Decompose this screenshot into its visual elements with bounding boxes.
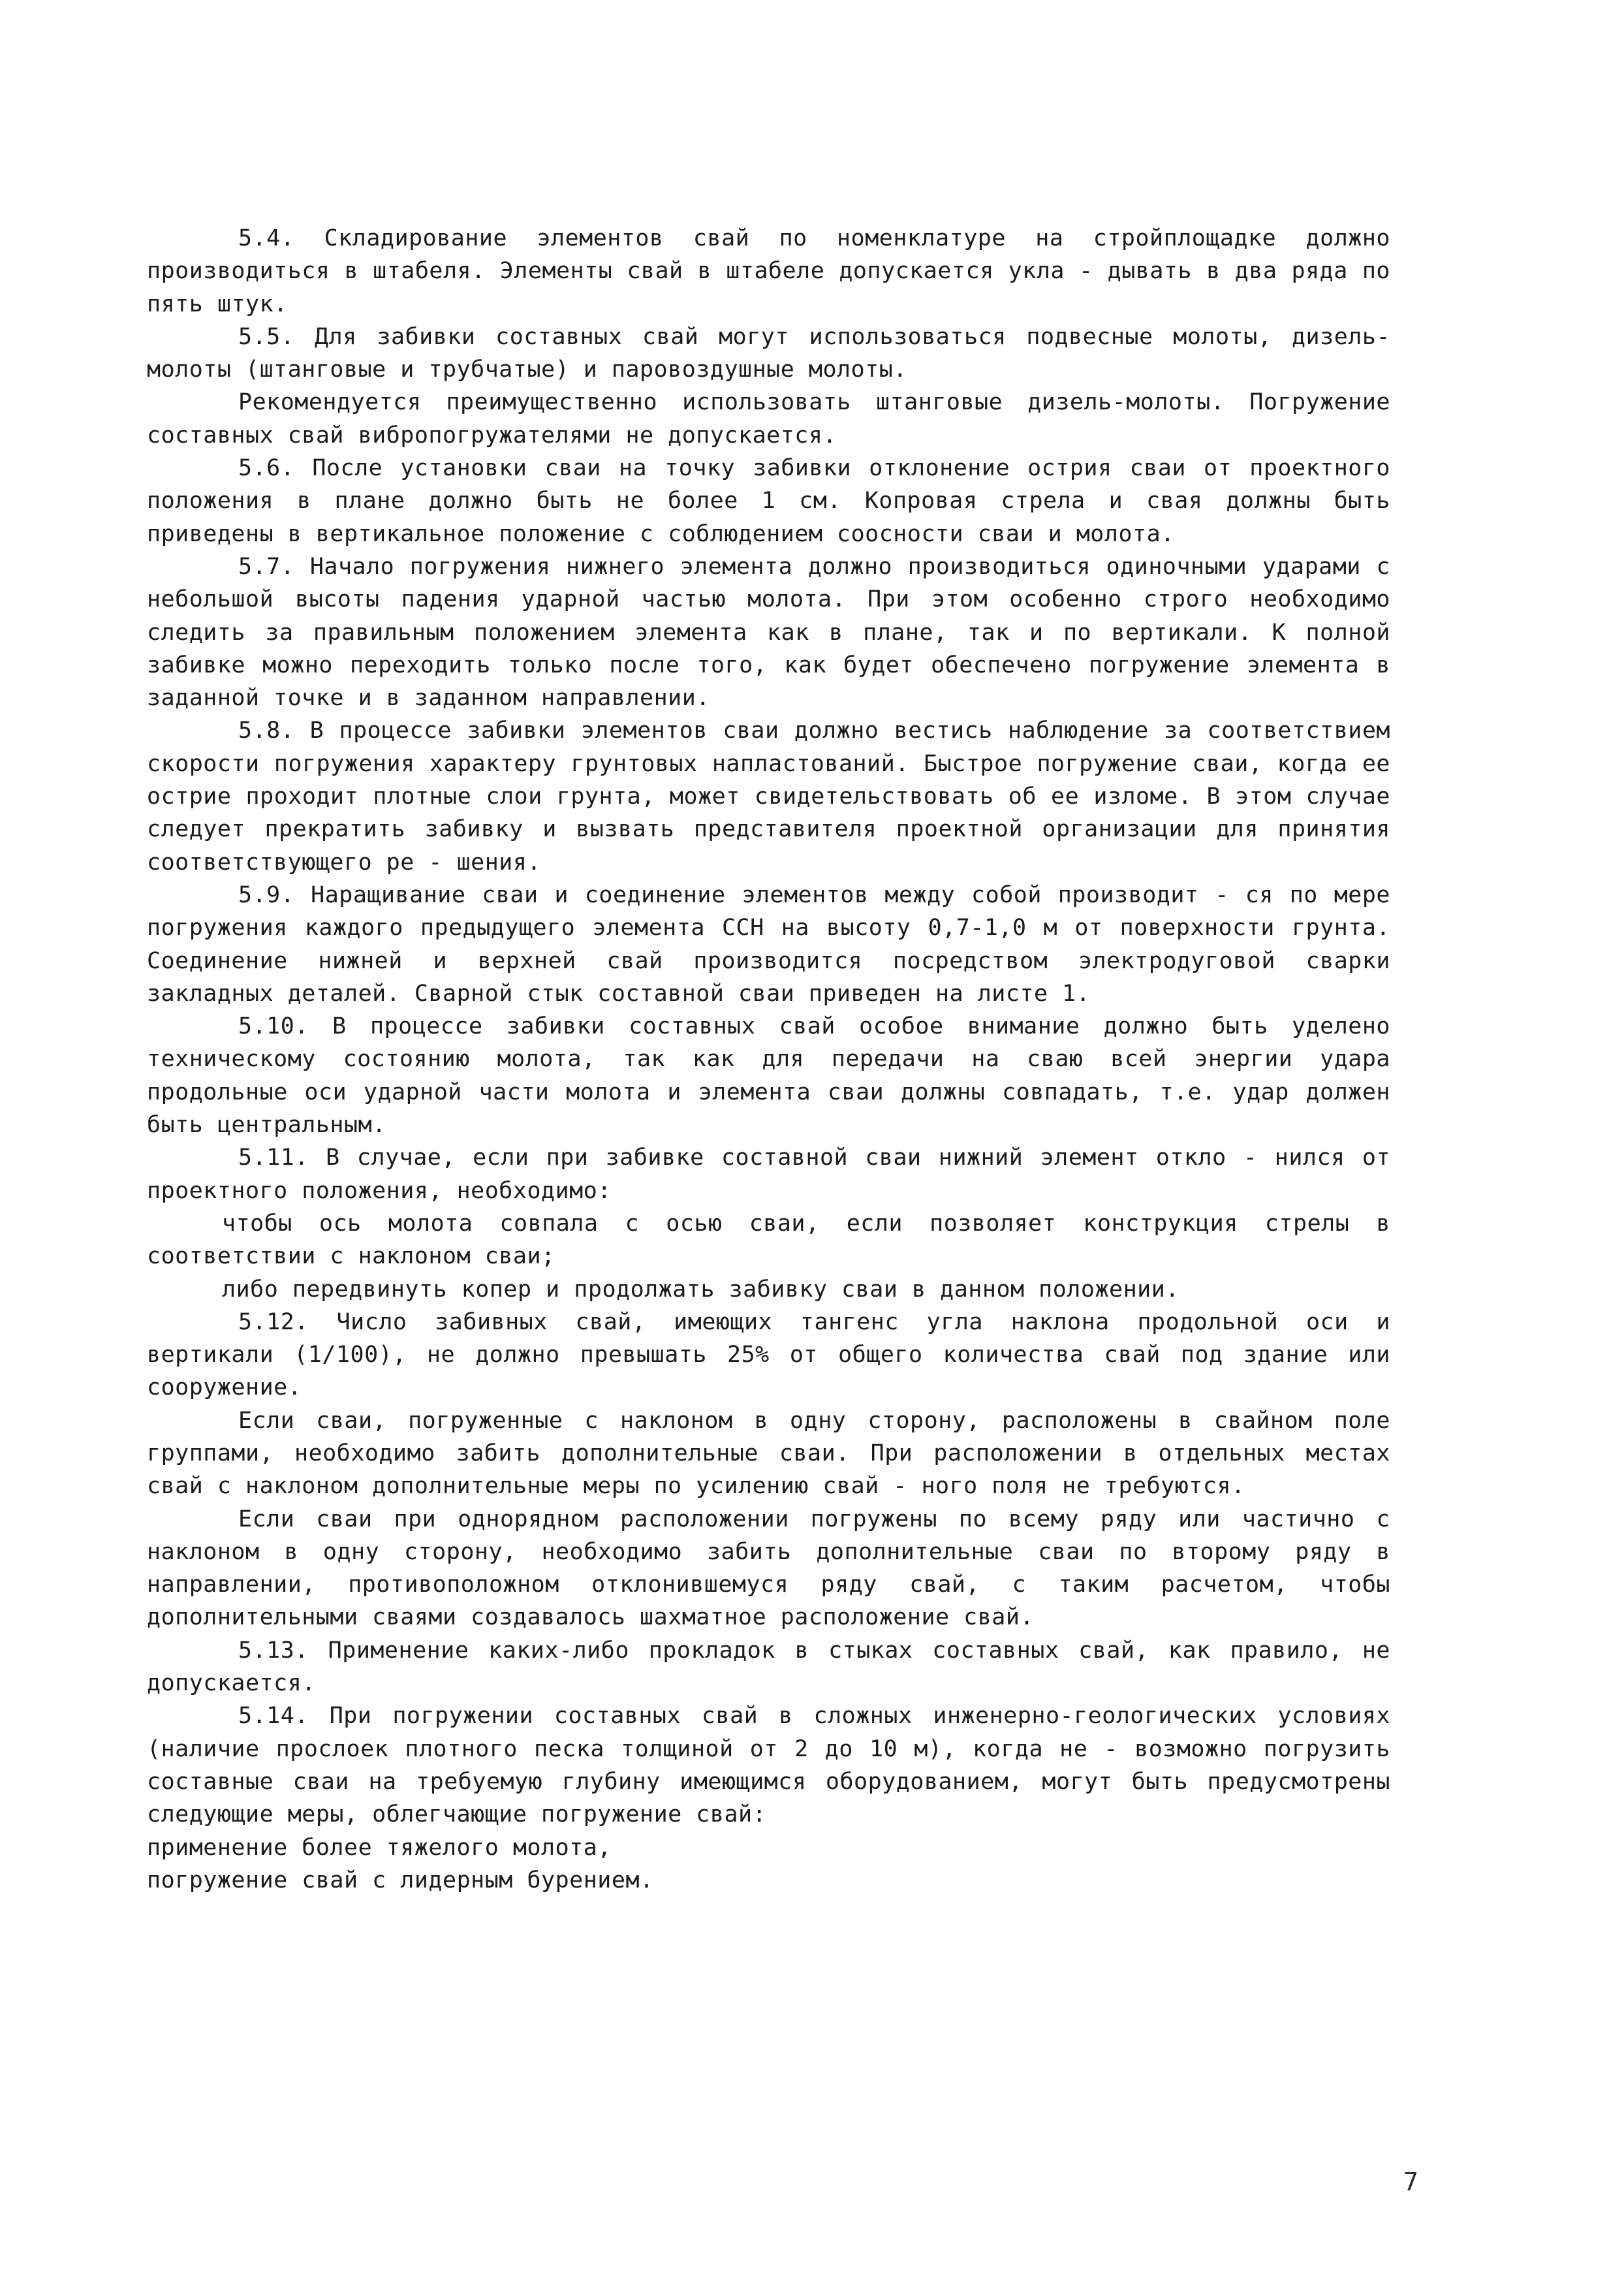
paragraph-5-14: 5.14. При погружении составных свай в сложных инженерно-геологических условиях (наличие прослоек плотного песка толщиной от 2 до 10 м), когда не - возможно погрузить составные сваи на требуемую глубину имеющимся оборудованием, могут быть предусмотрены следующие меры, облегчающие погружение свай: <box>147 1703 1390 1828</box>
list-item-heavier-hammer: применение более тяжелого молота, <box>147 1834 612 1861</box>
paragraph-5-11: 5.11. В случае, если при забивке составной сваи нижний элемент откло - нился от проектного положения, необходимо: <box>147 1145 1390 1204</box>
paragraph-5-4: 5.4. Складирование элементов свай по номенклатуре на стройплощадке должно производиться в штабеля. Элементы свай в штабеле допускается укла - дывать в два ряда по пять штук. <box>147 225 1390 317</box>
page-number: 7 <box>1403 2168 1418 2196</box>
paragraph-5-9: 5.9. Наращивание сваи и соединение элементов между собой производит - ся по мере погружения каждого предыдущего элемента ССН на высоту 0,7-1,0 м от поверхности грунта. Соединение нижней и верхней свай производится посредством электродуговой сварки закладных деталей. Сварной стык составной сваи приведен на листе 1. <box>147 881 1390 1007</box>
paragraph-5-7: 5.7. Начало погружения нижнего элемента должно производиться одиночными ударами с небольшой высоты падения ударной частью молота. При этом особенно строго необходимо следить за правильным положением элемента как в плане, так и по вертикали. К полной забивке можно переходить только после того, как будет обеспечено погружение элемента в заданной точке и в заданном направлении. <box>147 553 1390 712</box>
document-body <box>147 222 1390 1897</box>
paragraph-5-13: 5.13. Применение каких-либо прокладок в стыках составных свай, как правило, не допускается. <box>147 1637 1390 1697</box>
list-item-leader-drilling: погружение свай с лидерным бурением. <box>147 1867 654 1893</box>
paragraph-5-6: 5.6. После установки сваи на точку забивки отклонение острия сваи от проектного положения в плане должно быть не более 1 см. Копровая стрела и свая должны быть приведены в вертикальное положение с соблюдением соосности сваи и молота. <box>147 455 1390 547</box>
paragraph-5-12: 5.12. Число забивных свай, имеющих тангенс угла наклона продольной оси и вертикали (1/100), не должно превышать 25% от общего количества свай под здание или сооружение. <box>147 1308 1390 1401</box>
paragraph-5-11-option-b: либо передвинуть копер и продолжать забивку сваи в данном положении. <box>222 1276 1179 1303</box>
paragraph-5-11-option-a: чтобы ось молота совпала с осью сваи, если позволяет конструкция стрелы в соответствии с наклоном сваи; <box>147 1210 1390 1270</box>
paragraph-5-10: 5.10. В процессе забивки составных свай особое внимание должно быть уделено техническому состоянию молота, так как для передачи на сваю всей энергии удара продольные оси ударной части молота и элемента сваи должны совпадать, т.е. удар должен быть центральным. <box>147 1013 1390 1139</box>
paragraph-5-5-recommendation: Рекомендуется преимущественно использовать штанговые дизель-молоты. Погружение составных свай вибропогружателями не допускается. <box>147 389 1390 449</box>
paragraph-5-8: 5.8. В процессе забивки элементов сваи должно вестись наблюдение за соответствием скорости погружения характеру грунтовых напластований. Быстрое погружение сваи, когда ее острие проходит плотные слои грунта, может свидетельствовать об ее изломе. В этом случае следует прекратить забивку и вызвать представителя проектной организации для принятия соответствующего ре - шения. <box>147 718 1390 876</box>
paragraph-5-5: 5.5. Для забивки составных свай могут использоваться подвесные молоты, дизель-молоты (штанговые и трубчатые) и паровоздушные молоты. <box>147 323 1390 383</box>
paragraph-5-12-single-row: Если сваи при однорядном расположении погружены по всему ряду или частично с наклоном в одну сторону, необходимо забить дополнительные сваи по второму ряду в направлении, противоположном отклонившемуся ряду свай, с таким расчетом, чтобы дополнительными сваями создавалось шахматное расположение свай. <box>147 1506 1390 1631</box>
paragraph-5-12-groups: Если сваи, погруженные с наклоном в одну сторону, расположены в свайном поле группами, необходимо забить дополнительные сваи. При расположении в отдельных местах свай с наклоном дополнительные меры по усилению свай - ного поля не требуются. <box>147 1407 1390 1500</box>
